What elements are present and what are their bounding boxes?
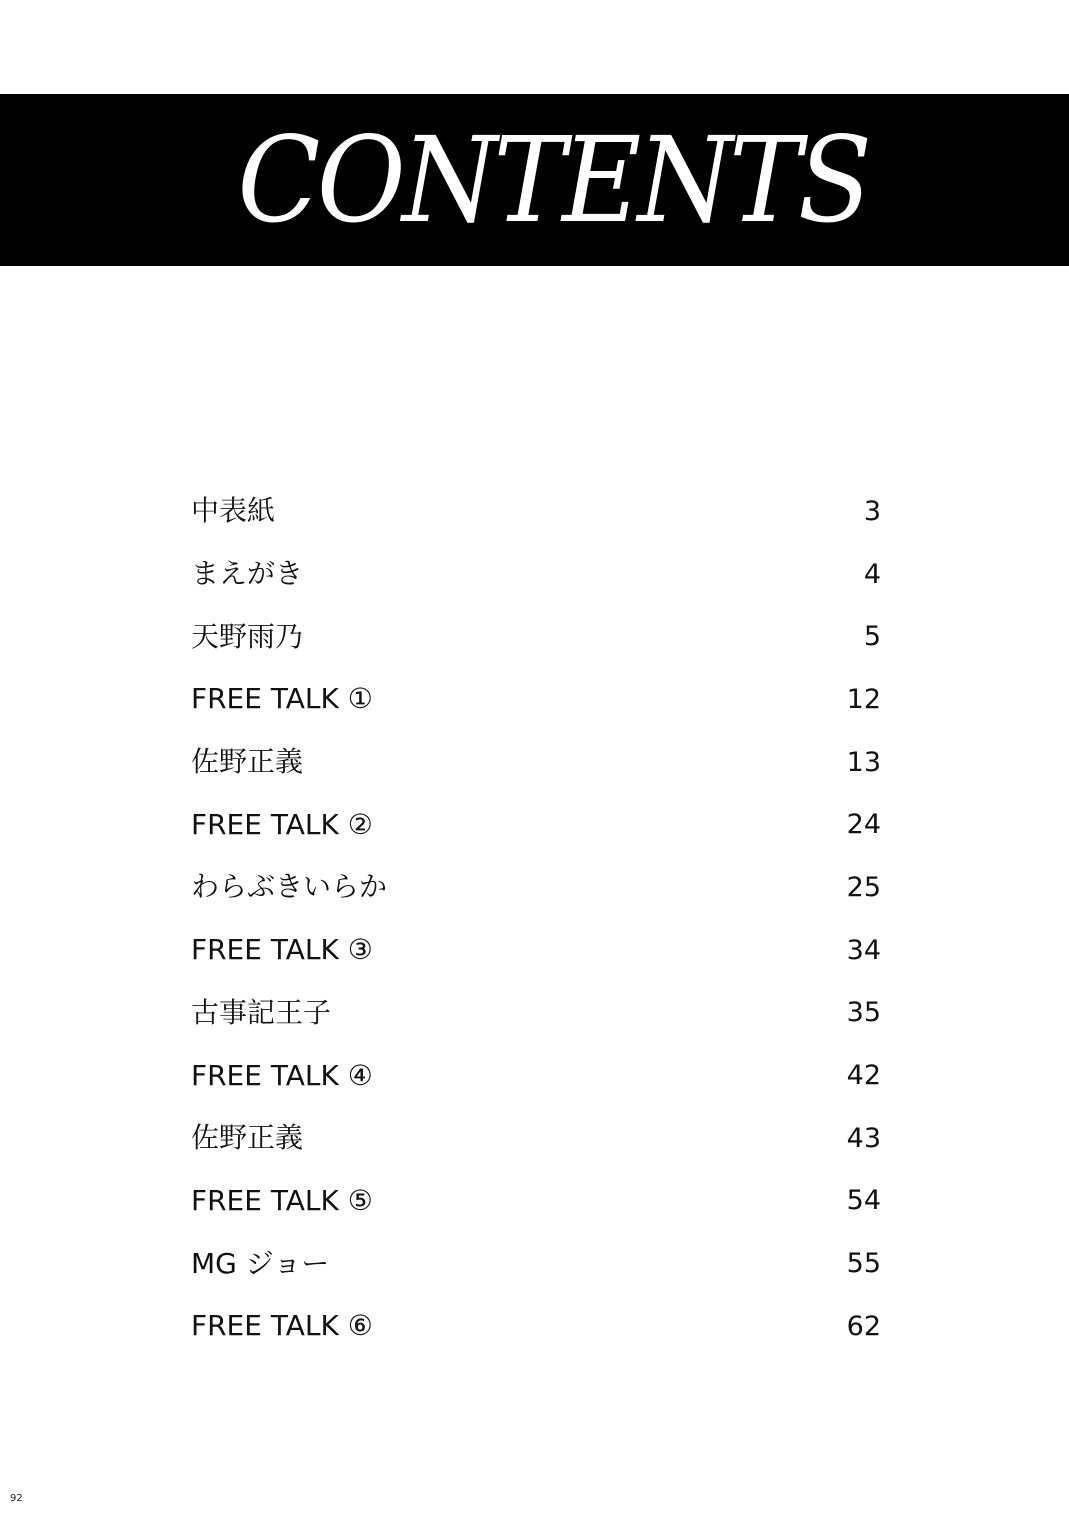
toc-entry-page: 4	[863, 558, 881, 590]
toc-entry[interactable]	[191, 543, 881, 606]
toc-entry[interactable]	[191, 982, 881, 1045]
toc-entry[interactable]	[191, 480, 881, 543]
toc-entry-title: FREE TALK ③	[191, 933, 373, 967]
toc-entry-page: 34	[846, 934, 881, 966]
toc-entry-page: 62	[846, 1310, 881, 1342]
toc-entry-page: 12	[846, 683, 881, 715]
toc-entry-title: 中表紙	[191, 494, 276, 528]
toc-entry-title: FREE TALK ⑥	[191, 1309, 373, 1343]
toc-entry-title: 天野雨乃	[191, 619, 304, 653]
toc-entry-title: MG ジョー	[191, 1246, 330, 1280]
toc-entry-title: わらぶきいらか	[191, 870, 388, 904]
toc-entry-title: 佐野正義	[191, 1121, 304, 1155]
toc-entry-title: FREE TALK ④	[191, 1058, 373, 1092]
toc-entry-page: 43	[846, 1122, 881, 1154]
toc-entry[interactable]	[191, 605, 881, 668]
toc-entry-title: 古事記王子	[191, 995, 332, 1029]
toc-entry-title: FREE TALK ⑤	[191, 1183, 373, 1217]
toc-entry[interactable]	[191, 793, 881, 856]
toc-entry[interactable]	[191, 1170, 881, 1233]
toc-entry-title: まえがき	[191, 557, 304, 591]
toc-entry[interactable]	[191, 1232, 881, 1295]
toc-entry-title: FREE TALK ①	[191, 682, 373, 716]
toc-entry-page: 5	[863, 621, 881, 653]
header-banner	[0, 94, 1069, 266]
toc-entry-page: 55	[846, 1248, 881, 1280]
toc-entry[interactable]	[191, 919, 881, 982]
toc-entry[interactable]	[191, 731, 881, 794]
table-of-contents	[191, 480, 881, 1358]
toc-entry-page: 54	[846, 1185, 881, 1217]
toc-entry-page: 35	[846, 997, 881, 1029]
toc-entry-page: 3	[863, 495, 881, 527]
toc-entry[interactable]	[191, 856, 881, 919]
toc-entry[interactable]	[191, 1044, 881, 1107]
page-number: 92	[10, 1493, 23, 1504]
toc-entry-page: 42	[846, 1060, 881, 1092]
toc-entry-page: 13	[846, 746, 881, 778]
toc-entry-page: 25	[846, 871, 881, 903]
toc-entry[interactable]	[191, 668, 881, 731]
page-title: CONTENTS	[237, 111, 869, 249]
toc-entry-page: 24	[846, 809, 881, 841]
toc-entry[interactable]	[191, 1295, 881, 1358]
toc-entry[interactable]	[191, 1107, 881, 1170]
toc-entry-title: 佐野正義	[191, 745, 304, 779]
toc-entry-title: FREE TALK ②	[191, 807, 373, 841]
